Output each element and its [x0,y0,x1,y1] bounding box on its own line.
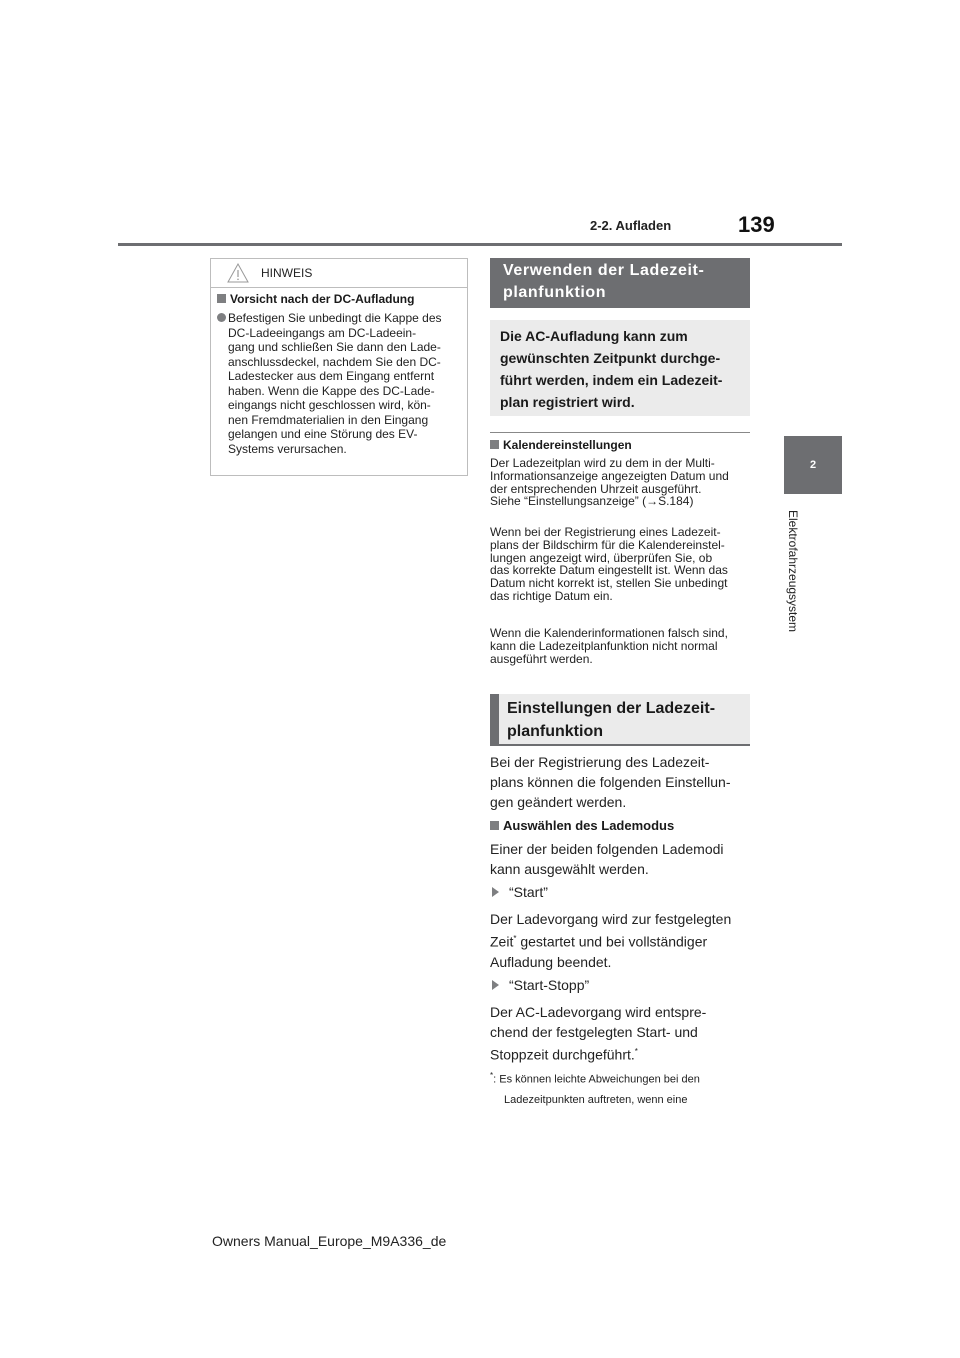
notice-text: Befestigen Sie unbedingt die Kappe des DC-Ladeeingangs am DC-Ladeein- gang und schließen Sie dann den Lade- anschlussdeckel, nachdem Sie den DC- Ladestecker aus dem Eingang entfernt haben. Wenn die Kappe des DC-Lade- eingangs nicht geschlossen wird, kön- nen Fremdmaterialien in den Eingang gelangen und eine Störung des EV- Systems verursachen. [228,311,442,456]
mode-heading: Auswählen des Lademodus [490,818,674,833]
notice-title: HINWEIS [261,266,313,280]
mode-text: Einer der beiden folgenden Lademodi kann ausgewählt werden. [490,841,724,877]
notice-header [211,259,467,288]
calendar-paragraph: Wenn die Kalenderinformationen falsch sind, kann die Ladezeitplanfunktion nicht normal ausgeführt werden. [490,626,728,666]
notice-box [210,258,468,476]
triangle-bullet-icon [492,887,499,897]
header-rule [118,243,842,246]
settings-intro: Bei der Registrierung des Ladezeit- plans können die folgenden Einstellun- gen geändert werden. [490,754,731,810]
option-start-stop-text: Der AC-Ladevorgang wird entspre- chend der festgelegten Start- und Stoppzeit durchgeführt.* [490,1004,707,1063]
calendar-paragraph: Der Ladezeitplan wird zu dem in der Multi- Informationsanzeige angezeigten Datum und der entsprechenden Uhrzeit ausgeführt. Siehe “Einstellungsanzeige” (→S.184) [490,456,729,509]
chapter-number: 2 [809,459,817,471]
section-intro-box: Die AC-Aufladung kann zum gewünschten Zeitpunkt durchge- führt werden, indem ein Ladezeit- plan registriert wird. [490,320,750,416]
header-section-title: 2-2. Aufladen [590,218,672,233]
triangle-bullet-icon [492,980,499,990]
chapter-title: Elektrofahrzeugsystem [786,510,800,633]
chapter-tab [784,436,842,494]
footer-text: Owners Manual_Europe_M9A336_de [212,1233,447,1249]
page-number: 139 [738,212,775,237]
section-heading-underline [490,744,750,746]
round-bullet-icon [217,313,226,322]
section-heading-schedule: Verwenden der Ladezeit- planfunktion [490,258,750,308]
footnote: *: Es können leichte Abweichungen bei den Ladezeitpunkten auftreten, wenn eine [490,1071,700,1106]
notice-subheading: Vorsicht nach der DC-Aufladung [217,292,414,306]
option-start: “Start” [492,884,548,900]
divider [490,432,750,433]
calendar-heading: Kalendereinstellungen [490,438,632,452]
section-heading-settings: Einstellungen der Ladezeit- planfunktion [490,694,750,744]
square-bullet-icon [490,821,499,830]
calendar-paragraph: Wenn bei der Registrierung eines Ladezeit- plans der Bildschirm für die Kalendereinstel- lungen angezeigt wird, überprüfen Sie, ob das korrekte Datum eingestellt ist. Wenn das Datum nicht korrekt ist, stellen Sie unbedingt das richtige Datum ein. [490,525,728,603]
option-start-text: Der Ladevorgang wird zur festgelegten Zeit* gestartet und bei vollständiger Aufladung beendet. [490,911,732,970]
warning-icon [227,263,249,283]
chapter-side-label [784,510,808,650]
square-bullet-icon [490,440,499,449]
option-start-stop: “Start-Stopp” [492,977,589,993]
square-bullet-icon [217,294,226,303]
